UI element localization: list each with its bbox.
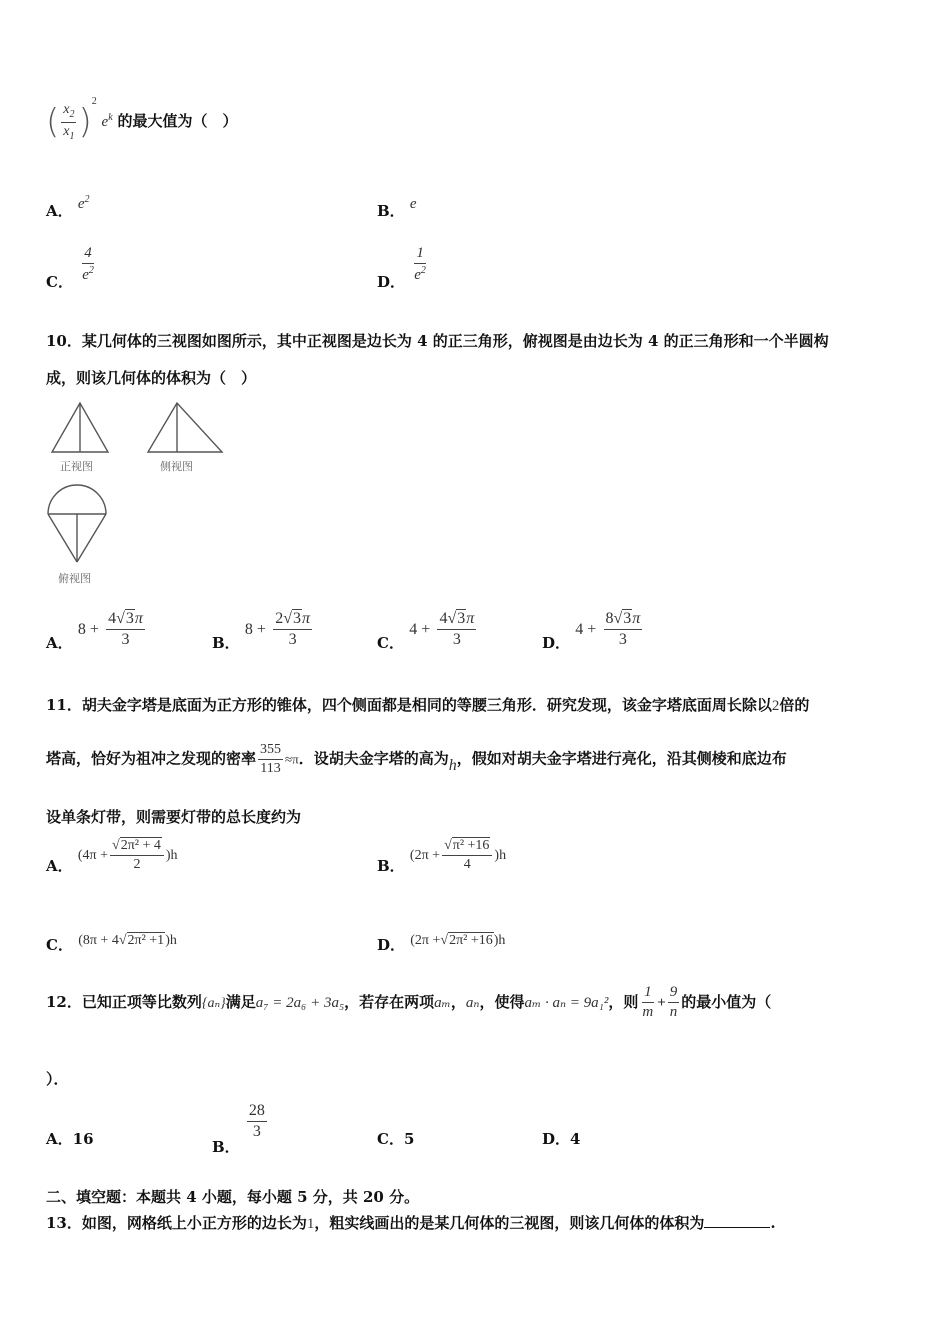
q10-text-line2: 成，则该几何体的体积为（ ） bbox=[46, 369, 257, 387]
q10-option-d[interactable]: D． 4 + $\frac{8√3\pi}{3}$ bbox=[542, 610, 641, 652]
q10-text-line1: 10．某几何体的三视图如图所示，其中正视图是边长为 4 的正三角形，俯视图是由边长为 4 的正三角形和一个半圆构 bbox=[46, 332, 829, 350]
q12-text-line2: ）． bbox=[46, 1070, 69, 1088]
q11-option-d[interactable]: D． (2π +√2π² +16)h bbox=[377, 933, 506, 954]
answer-blank[interactable] bbox=[704, 1213, 770, 1228]
q11-text-line2: 塔高，恰好为祖冲之发现的密率 $\frac{355}{113}$ ≈π．设胡夫金字塔的高为h，假如对胡夫金字塔进行亮化，沿其侧棱和底边布 bbox=[46, 742, 787, 777]
q12-option-c[interactable]: C．5 bbox=[377, 1130, 415, 1148]
q9-option-d[interactable]: D． $\frac{1}{e^2}$ bbox=[377, 245, 426, 291]
front-view-figure bbox=[48, 400, 112, 456]
side-view-label: 侧视图 bbox=[160, 460, 193, 473]
q11-option-b[interactable]: B． (2π + $\frac{\text{√π² +16}}{4}$ )h bbox=[377, 838, 507, 875]
top-view-label: 俯视图 bbox=[58, 572, 91, 585]
q9-expression: ( $\frac{x_2}{x_1}$ )$^2$ $e^k$ 的最大值为（ ） bbox=[46, 96, 238, 142]
q13-text: 13．如图，网格纸上小正方形的边长为1，粗实线画出的是某几何体的三视图，则该几何体的体积为 . bbox=[46, 1214, 776, 1232]
q12-option-d[interactable]: D．4 bbox=[542, 1130, 581, 1148]
q12-option-b[interactable]: B． $\frac{28}{3}$ bbox=[212, 1102, 265, 1156]
top-view-figure bbox=[44, 484, 110, 566]
q12-option-a[interactable]: A．16 bbox=[46, 1130, 94, 1148]
q9-option-a[interactable]: A． $e^2$ bbox=[46, 194, 90, 220]
front-view-label: 正视图 bbox=[60, 460, 93, 473]
q10-option-a[interactable]: A． 8 + $\frac{4√3\pi}{3}$ bbox=[46, 610, 143, 652]
q11-option-a[interactable]: A． (4π + $\frac{\text{√2π² + 4}}{2}$ )h bbox=[46, 838, 178, 875]
q11-text-line3: 设单条灯带，则需要灯带的总长度约为 bbox=[46, 808, 302, 826]
q11-text-line1: 11．胡夫金字塔是底面为正方形的锥体，四个侧面都是相同的等腰三角形．研究发现，该金字塔底面周长除以2倍的 bbox=[46, 696, 810, 714]
q9-option-c[interactable]: C． $\frac{4}{e^2}$ bbox=[46, 245, 94, 291]
q12-text-line1: 12．已知正项等比数列{aₙ}满足a₇ = 2a₆ + 3a₅，若存在两项aₘ，aₙ，使得aₘ · aₙ = 9a₁²，则 $\frac{1}{m}$ + $\frac{9}{n}$ 的最小值为（ bbox=[46, 984, 772, 1021]
section-heading: 二、填空题：本题共 4 小题，每小题 5 分，共 20 分。 bbox=[46, 1188, 420, 1206]
q9-tail: 的最大值为（ ） bbox=[117, 112, 238, 130]
side-view-figure bbox=[144, 400, 226, 456]
q10-option-b[interactable]: B． 8 + $\frac{2√3\pi}{3}$ bbox=[212, 610, 310, 652]
q9-option-b[interactable]: B． e bbox=[377, 196, 417, 220]
q11-option-c[interactable]: C． (8π + 4√2π² +1)h bbox=[46, 933, 177, 954]
q10-option-c[interactable]: C． 4 + $\frac{4√3\pi}{3}$ bbox=[377, 610, 475, 652]
